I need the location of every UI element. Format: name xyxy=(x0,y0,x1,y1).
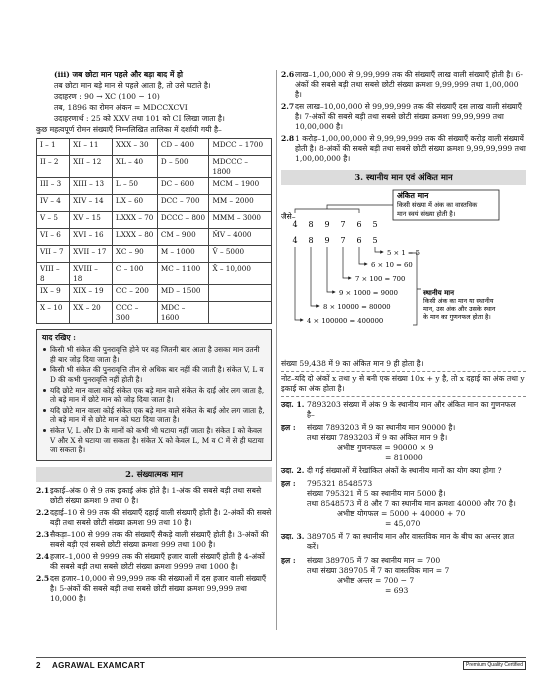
item-number: 2.5 xyxy=(36,574,50,584)
roman-table-cell: XL – 40 xyxy=(112,156,157,178)
item-number: 2.4 xyxy=(36,552,50,562)
roman-table-cell: X̄ – 10,000 xyxy=(209,263,272,285)
arrow-group xyxy=(295,247,421,325)
rule-iii-roman: तब, 1896 का रोमन अंकन = MDCCXCVI xyxy=(54,103,188,113)
page-number: 2 xyxy=(36,661,41,670)
roman-table-cell: XC – 90 xyxy=(112,246,157,263)
numbered-item xyxy=(281,102,526,132)
item-text: हजार–1,000 से 9999 तक की संख्याएँ हजार वाली संख्याएँ होती है 4-अंकों की सबसे बड़ी तथा सबसे छोटी संख्या क्रमशः 9999 तथा 1000 है। xyxy=(50,552,265,572)
roman-table-cell: MDCCC – 1800 xyxy=(209,156,272,178)
solution-body xyxy=(307,556,526,596)
roman-table-cell xyxy=(209,285,272,302)
roman-table-cell: V̄ – 5000 xyxy=(209,246,272,263)
top-digit: 6 xyxy=(356,220,362,230)
numbered-item xyxy=(36,508,272,528)
solution-label: हल : xyxy=(281,555,296,565)
example-3-question: 389705 में 7 का स्थानीय मान और वास्तविक मान के बीच का अन्तर ज्ञात करें। xyxy=(307,532,515,552)
place-value-bracket xyxy=(413,253,421,325)
solution-body xyxy=(307,423,526,463)
solution-body xyxy=(307,479,526,529)
roman-table-cell: XXX – 30 xyxy=(112,139,157,156)
digits-bottom-row xyxy=(292,236,377,245)
numbered-item xyxy=(281,134,526,164)
roman-table-row xyxy=(37,285,272,302)
item-text: इकाई–अंक 0 से 9 तक इकाई अंक होते है। 1-अंक की सबसे बड़ी तथा सबसे छोटी संख्या क्रमशः 9 तथा 0 है। xyxy=(50,486,262,506)
roman-table-cell: CD – 400 xyxy=(157,139,209,156)
roman-table-cell: MCM – 1900 xyxy=(209,178,272,195)
place-value-desc-2: मान, उस अंक और उसके स्थान xyxy=(423,305,496,314)
roman-table-cell: XIII – 13 xyxy=(70,178,113,195)
roman-table-row xyxy=(37,246,272,263)
example-2-label: उदा. 2. xyxy=(281,466,305,476)
item-number: 2.8 xyxy=(281,134,295,144)
remember-item: किसी भी संकेत की पुनरावृत्ति होने पर वह जितनी बार आता है उसका मान उतनी ही बार जोड़ दिया जाता है। xyxy=(42,345,266,364)
roman-numerals-table xyxy=(36,138,272,324)
product-labels xyxy=(307,249,420,325)
item-text: लाख–1,00,000 से 9,99,999 तक की संख्याएँ लाख वाली संख्याएँ होती है। 6-अंकों की सबसे बड़ी तथा सबसे छोटी संख्या क्रमशः 9,99,999 तथा 1,00,000 है। xyxy=(295,70,523,100)
roman-table-cell: V – 5 xyxy=(37,212,70,229)
product-label: 7 × 100 = 700 xyxy=(355,275,406,284)
numbered-item xyxy=(36,574,272,604)
jaise-label: जैसे– xyxy=(281,212,296,222)
example-3 xyxy=(281,532,526,552)
roman-table-cell: XI – 11 xyxy=(70,139,113,156)
roman-table-cell: MDCC – 1700 xyxy=(209,139,272,156)
roman-table-cell xyxy=(209,302,272,324)
item-number: 2.2 xyxy=(36,508,50,518)
roman-table-cell: XV – 15 xyxy=(70,212,113,229)
roman-table-cell: III – 3 xyxy=(37,178,70,195)
quality-badge: Premium Quality Certified xyxy=(463,661,526,670)
solution-line: = 693 xyxy=(385,585,409,595)
example-2-question: दी गई संख्याओं में रेखांकित अंकों के स्थानीय मानों का योग क्या होगा ? xyxy=(307,466,502,476)
example-2-solution xyxy=(281,479,526,529)
rule-iii-heading: (iii) जब छोटा मान पहले और बड़ा बाद में हो xyxy=(54,70,184,79)
roman-table-cell: MDC – 1600 xyxy=(157,302,209,324)
note-line: नोट–यदि दो अंकों x तथा y से बनी एक संख्या 10x + y है, तो x दहाई का अंक तथा y इकाई का अंक होता है। xyxy=(281,371,526,397)
top-digit: 4 xyxy=(292,220,298,230)
item-text: 1 करोड़–1,00,00,000 से 9,99,99,999 तक की संख्याएँ करोड़ वाली संख्यायें होती है। 8-अंकों की सबसे बड़ी तथा सबसे छोटी संख्या क्रमशः 9,99,99,999 तथा 1,00,00,000 है। xyxy=(295,134,526,164)
face-value-title: अंकित मान xyxy=(397,191,429,201)
section-3-heading: 3. स्थानीय मान एवं अंकित मान xyxy=(281,170,526,185)
solution-line: अभीष्ट योगफल = 5000 + 40000 + 70 xyxy=(337,509,466,519)
roman-table-cell: L – 50 xyxy=(112,178,157,195)
left-column xyxy=(36,70,272,606)
remember-item: यदि छोटे मान वाला कोई संकेत एक बड़े मान वाले संकेत के बाईं ओर लग जाता है, तो बड़े मान में से छोटे मान को घटा दिया जाता है। xyxy=(42,406,266,425)
place-arrow xyxy=(343,247,351,278)
roman-table-cell: XX – 20 xyxy=(70,302,113,324)
remember-title: याद रखिए : xyxy=(42,333,76,343)
item-number: 2.6 xyxy=(281,70,295,79)
place-arrow xyxy=(359,247,367,264)
bottom-digit: 7 xyxy=(340,236,346,246)
example-3-solution xyxy=(281,556,526,596)
example-3-label: उदा. 3. xyxy=(281,532,305,542)
place-arrow xyxy=(327,247,335,292)
place-value-diagram xyxy=(281,189,526,359)
place-arrow xyxy=(375,247,383,252)
roman-table-row xyxy=(37,302,272,324)
item-number: 2.1 xyxy=(36,486,50,496)
example-1-label: उदा. 1. xyxy=(281,400,305,410)
roman-table-cell: MMM – 3000 xyxy=(209,212,272,229)
remember-item: संकेत V, L और D के मानों को कभी भी घटाया नहीं जाता है। संकेत I को केवल V और X से घटाया जा सकता है। संकेत X को केवल L, M व C में से ही घटाया जा सकता है। xyxy=(42,426,266,455)
roman-table-cell: XVII – 17 xyxy=(70,246,113,263)
example-2 xyxy=(281,466,526,476)
roman-table-cell: XIX – 19 xyxy=(70,285,113,302)
remember-list xyxy=(42,345,266,455)
item-text: दस लाख–10,00,000 से 99,99,999 तक की संख्याएँ दस लाख वाली संख्याएँ है। 7-अंकों की सबसे बड़ी तथा सबसे छोटी संख्या क्रमशः 99,99,999 तथा 10,00,000 है। xyxy=(295,102,522,132)
item-text: दस हजार–10,000 से 99,999 तक की संख्याओं में दस हजार वाली संख्याएँ है। 5-अंकों की सबसे बड़ी तथा सबसे छोटी संख्या क्रमशः 99,999 तथा 10,000 है। xyxy=(50,574,267,604)
solution-line: तथा संख्या 389705 में 7 का वास्तविक मान = 7 xyxy=(307,565,450,575)
roman-table-cell: D – 500 xyxy=(157,156,209,178)
roman-table-cell: VIII – 8 xyxy=(37,263,70,285)
solution-line: तथा संख्या 7893203 में 9 का अंकित मान 9 है। xyxy=(307,433,448,443)
solution-line: = 45,070 xyxy=(385,519,421,529)
roman-table-cell: C – 100 xyxy=(112,263,157,285)
place-value-svg xyxy=(281,189,526,359)
roman-table-row xyxy=(37,263,272,285)
face-value-desc-2: मान स्वयं संख्या होती है। xyxy=(397,210,456,219)
item-number: 2.7 xyxy=(281,102,295,112)
solution-label: हल : xyxy=(281,423,296,433)
roman-table-cell: XIV – 14 xyxy=(70,195,113,212)
roman-table-cell: IV – 4 xyxy=(37,195,70,212)
roman-table-cell: LXXX – 70 xyxy=(112,212,157,229)
roman-table-cell: MM – 2000 xyxy=(209,195,272,212)
place-value-desc-3: के मान का गुणनफल होता है। xyxy=(423,313,491,322)
solution-line: संख्या 7893203 में 9 का स्थानीय मान 90000 है। xyxy=(307,423,456,433)
item-text: सैकड़ा–100 से 999 तक की संख्याएँ सैकड़े वाली संख्याएँ होती है। 3-अंकों की सबसे बड़ी एवं सबसे छोटी संख्या क्रमशः 999 तथा 100 है। xyxy=(50,530,269,550)
bottom-digit: 8 xyxy=(308,236,314,246)
roman-table-cell: DC – 600 xyxy=(157,178,209,195)
roman-table-cell: LX – 60 xyxy=(112,195,157,212)
roman-table-cell: M – 1000 xyxy=(157,246,209,263)
remember-item: किसी भी संकेत की पुनरावृत्ति तीन से अधिक बार नहीं की जाती है। संकेत V, L व D की कभी पुनरावृत्ति नहीं होती है। xyxy=(42,365,266,384)
product-label: 9 × 1000 = 9000 xyxy=(339,289,398,298)
numbered-item xyxy=(36,530,272,550)
numbered-item xyxy=(281,70,526,100)
bottom-digit: 6 xyxy=(356,236,362,246)
place-value-title: स्थानीय मान xyxy=(423,288,454,298)
top-digit: 7 xyxy=(340,220,346,230)
roman-table-cell: DCC – 700 xyxy=(157,195,209,212)
face-value-desc-1: किसी संख्या में अंक का वास्तविक xyxy=(397,201,478,210)
item-text: दहाई–10 से 99 तक की संख्याएँ दहाई वाली संख्याएँ होती है। 2-अंकों की सबसे बड़ी तथा सबसे छोटी संख्या क्रमशः 99 तथा 10 है। xyxy=(50,508,272,528)
column-divider xyxy=(276,70,277,630)
place-value-desc-1: किसी अंक का मान या स्थानीय xyxy=(423,297,494,306)
place-arrow xyxy=(295,247,303,320)
roman-table-cell: II – 2 xyxy=(37,156,70,178)
product-label: 5 × 1 = 5 xyxy=(387,249,421,258)
roman-table-cell: VII – 7 xyxy=(37,246,70,263)
bottom-digit: 5 xyxy=(372,236,378,246)
solution-line: संख्या 389705 में 7 का स्थानीय मान = 700 xyxy=(307,555,441,565)
product-label: 6 × 10 = 60 xyxy=(371,261,413,270)
top-digit: 9 xyxy=(324,220,330,230)
roman-table-row xyxy=(37,178,272,195)
solution-line: संख्या 795321 में 5 का स्थानीय मान 5000 है। xyxy=(307,489,446,499)
roman-table-cell: X – 10 xyxy=(37,302,70,324)
remember-item: यदि छोटे मान वाला कोई संकेत एक बड़े मान वाले संकेत के दाईं ओर लग जाता है, तो बड़े मान में छोटे मान को जोड़ दिया जाता है। xyxy=(42,386,266,405)
roman-table-cell: CM – 900 xyxy=(157,229,209,246)
rule-iii-example-2: उदाहरणार्थ : 25 को XXV तथा 101 को CI लिखा जाता है। xyxy=(54,114,225,124)
rule-iii-example: उदाहरण : 90 → XC (100 − 10) xyxy=(54,92,160,102)
roman-table-cell: XII – 12 xyxy=(70,156,113,178)
roman-table-cell: MD – 1500 xyxy=(157,285,209,302)
rule-iii-text: तब छोटा मान बड़े मान से पहले आता है, तो उसे घटाते है। xyxy=(54,81,211,91)
bottom-digit: 4 xyxy=(292,236,298,246)
item-number: 2.3 xyxy=(36,530,50,540)
numbered-item xyxy=(36,486,272,506)
product-label: 8 × 10000 = 80000 xyxy=(323,303,391,312)
example-1-question: 7893203 संख्या में अंक 9 के स्थानीय मान और अंकित मान का गुणनफल है– xyxy=(307,400,516,420)
roman-table-row xyxy=(37,139,272,156)
example-1-solution xyxy=(281,423,526,463)
page-footer xyxy=(36,657,526,671)
roman-table-row xyxy=(37,195,272,212)
remember-box xyxy=(36,329,272,461)
publisher-brand: AGRAWAL EXAMCART xyxy=(52,661,146,670)
roman-table-cell: XVI – 16 xyxy=(70,229,113,246)
right-column xyxy=(281,70,526,596)
solution-label: हल : xyxy=(281,479,296,489)
roman-table-cell: IX – 9 xyxy=(37,285,70,302)
product-label: 4 × 100000 = 400000 xyxy=(307,317,384,326)
roman-table-cell: VI – 6 xyxy=(37,229,70,246)
roman-table-cell: DCCC – 800 xyxy=(157,212,209,229)
face-value-example: संख्या 59,438 में 9 का अंकित मान 9 ही होता है। xyxy=(281,359,424,369)
solution-line: अभीष्ट गुणनफल = 90000 × 9 xyxy=(337,443,434,453)
solution-line: तथा 8548573 में 8 और 7 का स्थानीय मान क्रमशः 40000 और 70 है। xyxy=(307,499,516,509)
digits-top-row xyxy=(292,220,377,229)
numbered-item xyxy=(36,552,272,572)
top-digit: 8 xyxy=(308,220,314,230)
roman-table-row xyxy=(37,156,272,178)
roman-table-cell: CCC – 300 xyxy=(112,302,157,324)
example-1 xyxy=(281,400,526,420)
roman-table-cell: I – 1 xyxy=(37,139,70,156)
roman-table-cell: XVIII – 18 xyxy=(70,263,113,285)
solution-line: = 810000 xyxy=(385,453,423,463)
place-arrow xyxy=(311,247,319,306)
section-2-heading: 2. संख्यात्मक मान xyxy=(36,467,272,482)
solution-line: अभीष्ट अन्तर = 700 − 7 xyxy=(337,575,415,585)
roman-table-row xyxy=(37,229,272,246)
face-value-connector xyxy=(295,205,393,213)
roman-table-row xyxy=(37,212,272,229)
example-2-numbers: 795321 8548573 xyxy=(307,479,373,489)
roman-table-cell: MC – 1100 xyxy=(157,263,209,285)
roman-table-cell: M̄V – 4000 xyxy=(209,229,272,246)
roman-table-cell: CC – 200 xyxy=(112,285,157,302)
bottom-digit: 9 xyxy=(324,236,330,246)
table-intro: कुछ महत्वपूर्ण रोमन संख्याएँ निम्नलिखित तालिका में दर्शायी गयी है– xyxy=(36,125,222,135)
roman-table-cell: LXXX – 80 xyxy=(112,229,157,246)
top-digit: 5 xyxy=(372,220,378,230)
